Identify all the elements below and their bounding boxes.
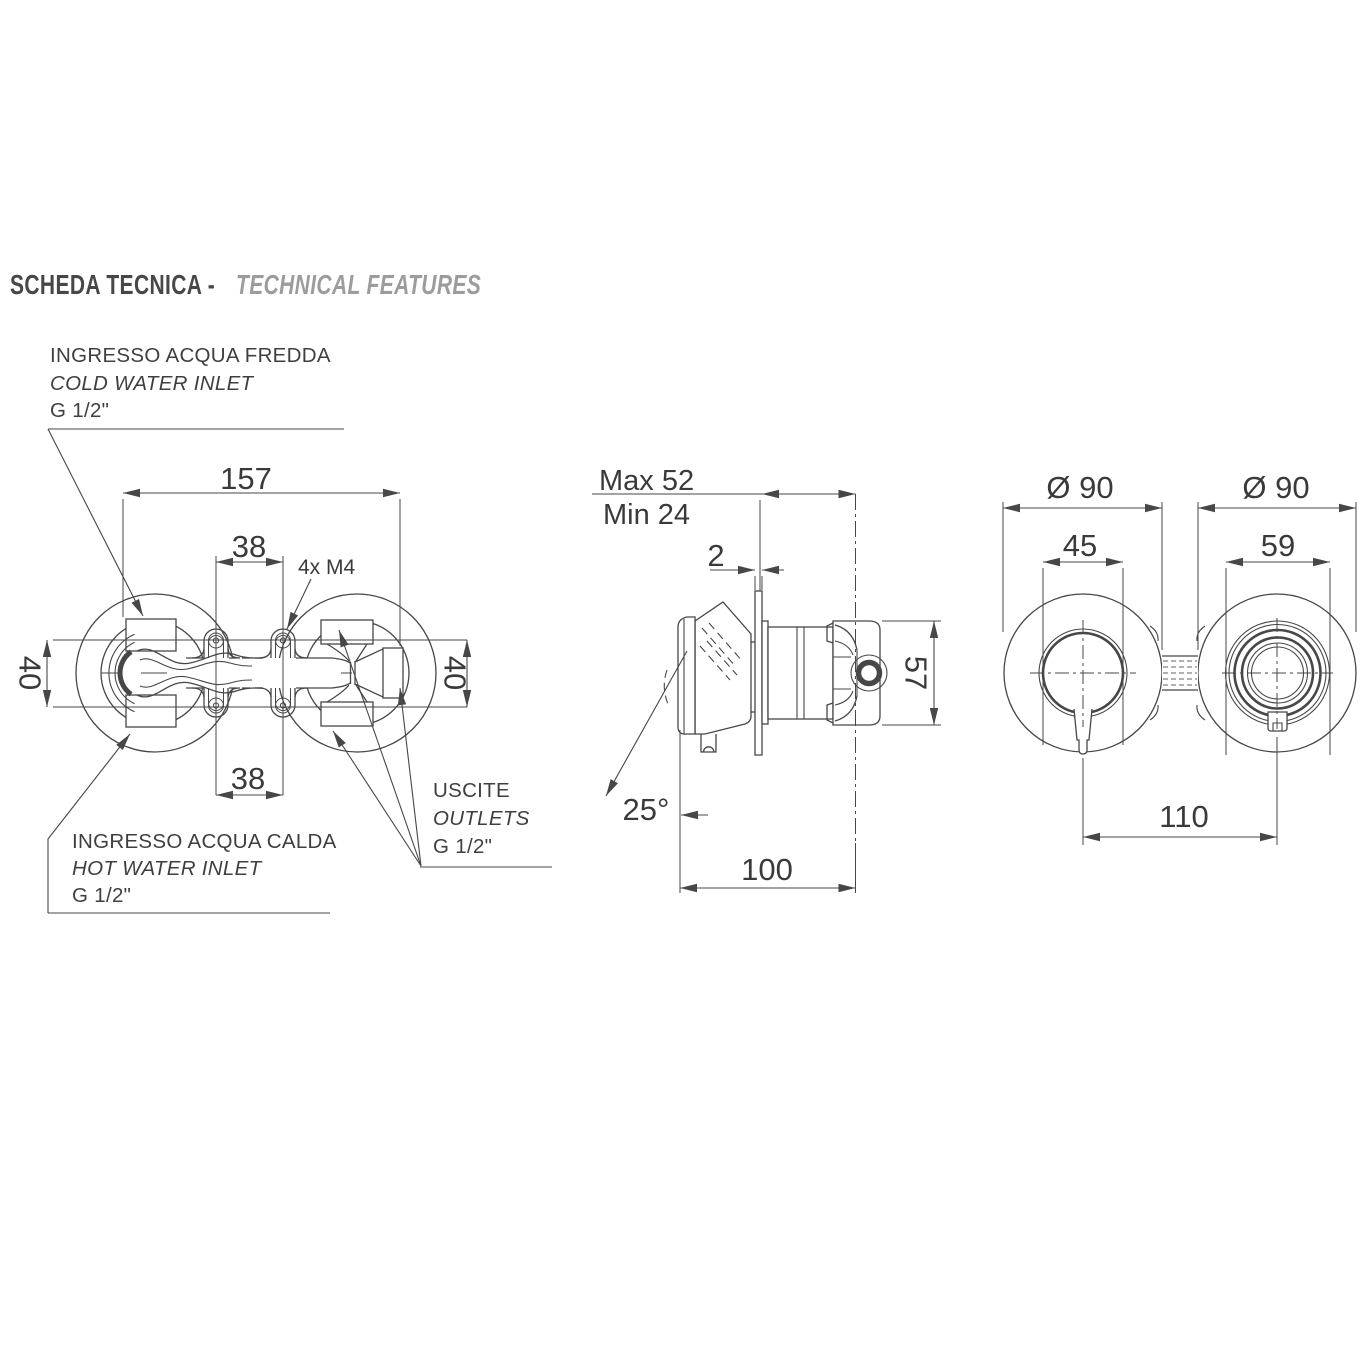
dim-dia-90-right: Ø 90	[1242, 470, 1310, 505]
cold-inlet-line1: INGRESSO ACQUA FREDDA	[50, 344, 331, 367]
dim-max-52: Max 52	[599, 465, 695, 497]
dim-38-bottom: 38	[230, 761, 266, 796]
front-view-drawing	[1003, 502, 1356, 845]
dim-110: 110	[1159, 799, 1209, 834]
outlets-line1: USCITE	[433, 779, 510, 802]
dim-25-deg: 25°	[622, 792, 670, 827]
dim-40-left: 40	[12, 655, 48, 691]
dim-38-top: 38	[231, 529, 267, 564]
dim-dia-90-left: Ø 90	[1046, 470, 1114, 505]
dim-59: 59	[1260, 528, 1296, 563]
label-cold-water-inlet	[50, 342, 331, 425]
cold-inlet-line2: COLD WATER INLET	[50, 371, 254, 395]
dim-100: 100	[741, 852, 793, 887]
outlets-line3: G 1/2"	[433, 835, 493, 858]
hot-inlet-line3: G 1/2"	[72, 884, 132, 907]
dim-40-right: 40	[437, 655, 473, 691]
cold-inlet-line3: G 1/2"	[50, 399, 110, 422]
label-screw-note: 4x M4	[298, 556, 356, 579]
title-secondary: TECHNICAL FEATURES	[235, 269, 482, 300]
hot-inlet-line2: HOT WATER INLET	[72, 857, 262, 880]
page-title	[10, 269, 563, 301]
dim-57: 57	[898, 655, 934, 691]
hot-inlet-line1: INGRESSO ACQUA CALDA	[72, 830, 337, 853]
dim-min-24: Min 24	[603, 499, 691, 531]
dim-45: 45	[1062, 528, 1098, 563]
label-outlets	[433, 777, 530, 861]
title-primary: SCHEDA TECNICA -	[10, 269, 216, 300]
outlets-line2: OUTLETS	[433, 807, 530, 830]
label-hot-water-inlet	[72, 828, 337, 909]
dim-157: 157	[220, 461, 272, 496]
side-view-drawing	[592, 494, 941, 893]
dim-2: 2	[707, 538, 725, 573]
